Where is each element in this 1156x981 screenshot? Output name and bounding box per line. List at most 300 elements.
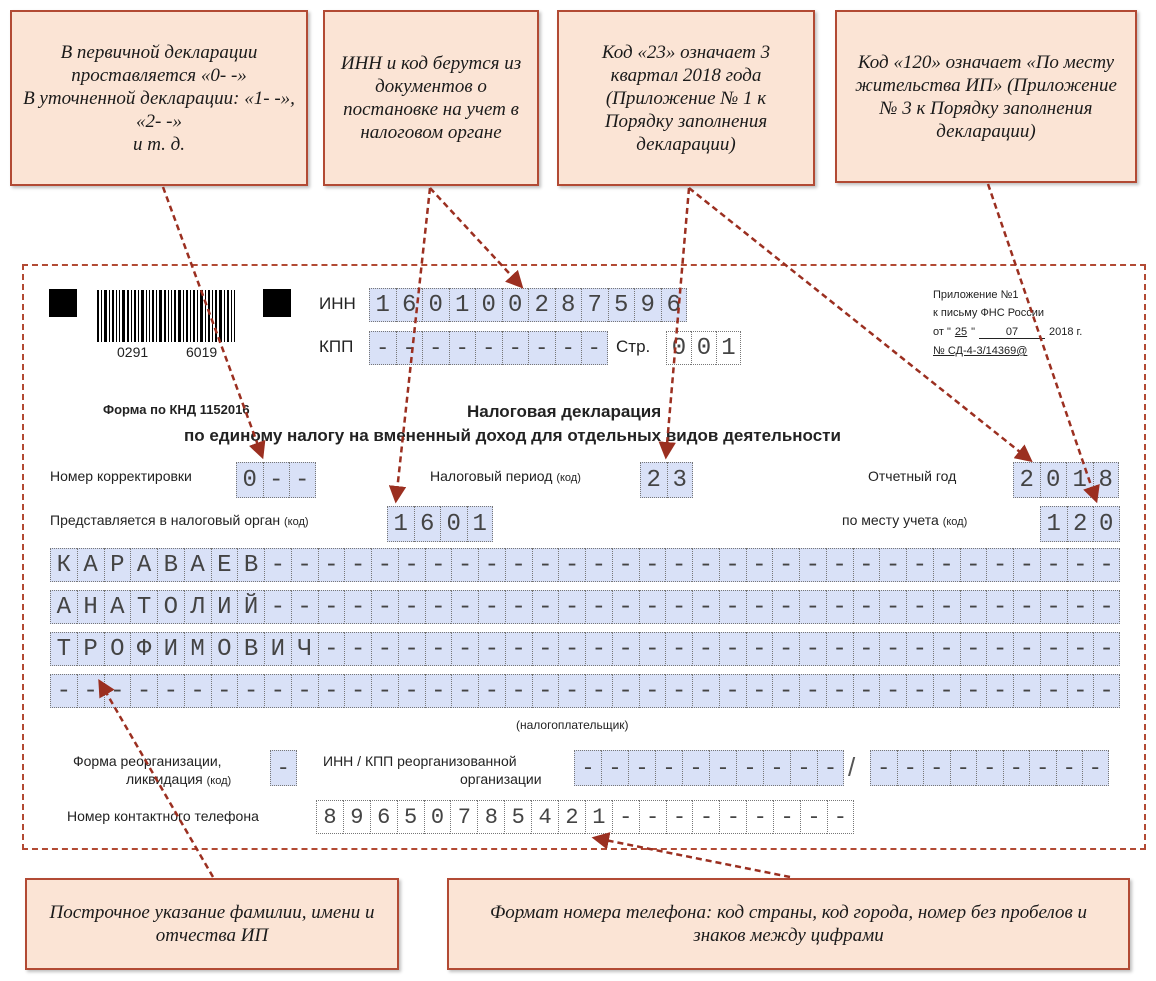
tax-period-label-text: Налоговый период (430, 468, 553, 484)
form-cell: 1 (467, 506, 494, 542)
taxpayer-cell: - (50, 674, 77, 708)
taxpayer-cell: - (612, 548, 639, 582)
taxpayer-cell: - (879, 548, 906, 582)
taxpayer-cell: - (532, 590, 559, 624)
report-year-label: Отчетный год (868, 468, 957, 484)
form-title-line1: Налоговая декларация (467, 402, 662, 421)
place-code-note: (код) (942, 516, 968, 528)
form-cell: 0 (424, 800, 451, 834)
inn-cells[interactable] (369, 288, 687, 322)
kpp-cells[interactable] (369, 331, 608, 365)
form-cell: - (528, 331, 555, 365)
taxpayer-cell: - (960, 548, 987, 582)
taxpayer-cell: И (264, 632, 291, 666)
taxpayer-cell: - (291, 674, 318, 708)
taxpayer-cell: - (398, 590, 425, 624)
taxpayer-cell: О (211, 632, 238, 666)
appendix-date-day: 25 (954, 326, 968, 338)
taxpayer-cell: - (933, 674, 960, 708)
taxpayer-cell: Т (50, 632, 77, 666)
note-fio-lines: Построчное указание фамилии, имени и отчества ИП (25, 878, 399, 970)
taxpayer-cell: - (826, 674, 853, 708)
form-cell: - (502, 331, 529, 365)
taxpayer-cell: - (505, 674, 532, 708)
taxpayer-cell: - (933, 632, 960, 666)
taxpayer-cell: Й (237, 590, 264, 624)
taxpayer-cell: - (451, 590, 478, 624)
taxpayer-line-4[interactable] (50, 674, 1120, 708)
taxpayer-cell: - (344, 590, 371, 624)
taxpayer-cell: А (130, 548, 157, 582)
form-cell: 2 (1067, 506, 1094, 542)
taxpayer-cell: - (505, 590, 532, 624)
taxpayer-cell: - (532, 548, 559, 582)
taxpayer-cell: - (371, 632, 398, 666)
form-cell: 8 (316, 800, 343, 834)
form-cell: 8 (477, 800, 504, 834)
taxpayer-cell: - (933, 548, 960, 582)
taxpayer-cell: - (746, 548, 773, 582)
taxpayer-cell: - (104, 674, 131, 708)
taxpayer-cell: - (692, 590, 719, 624)
form-knd: Форма по КНД 1152016 (103, 402, 250, 417)
taxpayer-cell: - (853, 590, 880, 624)
taxpayer-cell: А (50, 590, 77, 624)
taxpayer-cell: - (612, 674, 639, 708)
taxpayer-cell: - (879, 590, 906, 624)
form-cell: 7 (581, 288, 608, 322)
tax-period-code-note: (код) (556, 472, 581, 484)
form-cell: - (612, 800, 639, 834)
taxpayer-cell: Т (130, 590, 157, 624)
taxpayer-cell: - (719, 548, 746, 582)
form-cell: 0 (1040, 462, 1067, 498)
taxpayer-cell: - (585, 632, 612, 666)
form-cell: - (709, 750, 736, 786)
taxpayer-cell: А (77, 548, 104, 582)
taxpayer-cell: Р (104, 548, 131, 582)
taxpayer-cell: - (665, 674, 692, 708)
taxpayer-cell: - (1067, 548, 1094, 582)
form-cell: - (666, 800, 693, 834)
taxpayer-cell: Ч (291, 632, 318, 666)
inn-label: ИНН (319, 294, 356, 313)
taxpayer-cell: - (371, 548, 398, 582)
form-cell: - (555, 331, 582, 365)
taxpayer-cell: - (772, 632, 799, 666)
appendix-date-year: 2018 г. (1049, 326, 1083, 338)
taxpayer-cell: - (1093, 548, 1120, 582)
form-cell: - (719, 800, 746, 834)
taxpayer-cell: - (960, 590, 987, 624)
form-cell: 5 (397, 800, 424, 834)
form-cell: 0 (422, 288, 449, 322)
form-cell: - (1029, 750, 1056, 786)
taxpayer-cell: - (344, 674, 371, 708)
taxpayer-cell: - (211, 674, 238, 708)
taxpayer-cell: К (50, 548, 77, 582)
taxpayer-cell: - (451, 674, 478, 708)
phone-cells[interactable] (316, 800, 854, 834)
reorg-inn-kpp-label-line2: организации (460, 771, 542, 787)
appendix-line1: Приложение №1 (933, 289, 1019, 301)
taxpayer-cell: - (1013, 674, 1040, 708)
form-cell: 0 (1093, 506, 1120, 542)
taxpayer-cell: - (986, 590, 1013, 624)
form-cell: 6 (414, 506, 441, 542)
form-cell: - (790, 750, 817, 786)
taxpayer-cell: - (558, 674, 585, 708)
taxpayer-cell: - (398, 548, 425, 582)
taxpayer-cell: - (692, 674, 719, 708)
taxpayer-cell: Л (184, 590, 211, 624)
taxpayer-cell: - (1040, 632, 1067, 666)
taxpayer-cell: - (425, 548, 452, 582)
corner-marker-right (263, 289, 291, 317)
form-cell: 0 (440, 506, 467, 542)
taxpayer-cell: - (853, 632, 880, 666)
form-cell: - (950, 750, 977, 786)
taxpayer-cell: - (371, 590, 398, 624)
taxpayer-cell: - (291, 590, 318, 624)
form-cell: 0 (502, 288, 529, 322)
taxpayer-cell: - (772, 590, 799, 624)
taxpayer-cell: - (585, 674, 612, 708)
taxpayer-cell: И (157, 632, 184, 666)
appendix-date-prefix: от " (933, 326, 951, 338)
taxpayer-cell: - (478, 674, 505, 708)
taxpayer-cell: - (772, 548, 799, 582)
form-cell: - (263, 462, 290, 498)
form-cell: 6 (370, 800, 397, 834)
taxpayer-cell: - (639, 548, 666, 582)
taxpayer-cell: - (425, 674, 452, 708)
place-label (842, 512, 967, 528)
taxpayer-cell: Р (77, 632, 104, 666)
taxpayer-cell: В (157, 548, 184, 582)
taxpayer-cell: А (184, 548, 211, 582)
taxpayer-cell: - (826, 590, 853, 624)
taxpayer-cell: - (264, 548, 291, 582)
taxpayer-cell: - (1093, 674, 1120, 708)
form-cell: 0 (666, 331, 691, 365)
note-period-code: Код «23» означает 3 квартал 2018 года (Приложение № 1 к Порядку заполнения декларации) (557, 10, 815, 186)
form-cell: 1 (449, 288, 476, 322)
form-cell: - (1056, 750, 1083, 786)
taxpayer-cell: - (1013, 548, 1040, 582)
taxpayer-line-2[interactable] (50, 590, 1120, 624)
taxpayer-cell: Н (77, 590, 104, 624)
form-cell: - (746, 800, 773, 834)
barcode-number-right: 6019 (186, 344, 218, 360)
form-cell: - (736, 750, 763, 786)
form-cell: - (870, 750, 897, 786)
form-cell: - (289, 462, 316, 498)
taxpayer-cell: - (665, 590, 692, 624)
taxpayer-cell: - (478, 590, 505, 624)
taxpayer-cell: - (1040, 590, 1067, 624)
taxpayer-cell: - (451, 632, 478, 666)
taxpayer-cell: - (1040, 674, 1067, 708)
form-cell: - (581, 331, 608, 365)
taxpayer-cell: - (585, 548, 612, 582)
taxpayer-cell: - (478, 548, 505, 582)
taxpayer-cell: - (746, 632, 773, 666)
taxpayer-cell: - (719, 590, 746, 624)
taxpayer-cell: - (398, 674, 425, 708)
form-cell: 0 (475, 288, 502, 322)
taxpayer-cell: - (665, 548, 692, 582)
page-number-cells[interactable] (666, 331, 741, 365)
taxpayer-cell: - (1067, 674, 1094, 708)
taxpayer-cell: - (746, 590, 773, 624)
form-cell: 5 (504, 800, 531, 834)
taxpayer-cell: - (879, 632, 906, 666)
taxpayer-cell: - (933, 590, 960, 624)
form-cell: - (800, 800, 827, 834)
taxpayer-cell: В (237, 548, 264, 582)
phone-label: Номер контактного телефона (67, 808, 259, 824)
reorg-form-cells[interactable] (270, 750, 297, 786)
form-cell: 1 (716, 331, 741, 365)
form-cell: 0 (691, 331, 716, 365)
form-cell: - (475, 331, 502, 365)
taxpayer-cell: - (719, 632, 746, 666)
taxpayer-cell: - (906, 632, 933, 666)
note-correction-number: В первичной декларации проставляется «0- -» В уточненной декларации: «1- -», «2- -» и т. д. (10, 10, 308, 186)
taxpayer-cell: - (264, 590, 291, 624)
taxpayer-cell: Е (211, 548, 238, 582)
taxpayer-cell: - (746, 674, 773, 708)
reorg-inn-cells[interactable] (574, 750, 844, 786)
form-cell: - (976, 750, 1003, 786)
note-place-code: Код «120» означает «По месту жительства ИП» (Приложение № 3 к Порядку заполнения декларации) (835, 10, 1137, 183)
taxpayer-cell: - (425, 632, 452, 666)
taxpayer-cell: - (772, 674, 799, 708)
taxpayer-cell: - (318, 674, 345, 708)
form-cell: 1 (585, 800, 612, 834)
taxpayer-cell: - (826, 548, 853, 582)
form-cell: 6 (396, 288, 423, 322)
barcode (97, 290, 252, 342)
appendix-date-mid: " (971, 326, 976, 338)
taxpayer-caption: (налогоплательщик) (516, 718, 629, 732)
taxpayer-cell: А (104, 590, 131, 624)
form-cell: - (1003, 750, 1030, 786)
taxpayer-line-1[interactable] (50, 548, 1120, 582)
taxpayer-cell: - (692, 548, 719, 582)
form-cell: - (396, 331, 423, 365)
taxpayer-cell: - (799, 632, 826, 666)
taxpayer-cell: - (692, 632, 719, 666)
page-label: Стр. (616, 337, 651, 356)
correction-number-label: Номер корректировки (50, 468, 192, 484)
form-cell: 9 (634, 288, 661, 322)
taxpayer-cell: - (879, 674, 906, 708)
taxpayer-cell: О (104, 632, 131, 666)
reorg-slash: / (848, 752, 856, 782)
barcode-number-left: 0291 (117, 344, 149, 360)
taxpayer-cell: Ф (130, 632, 157, 666)
form-cell: 9 (343, 800, 370, 834)
taxpayer-cell: - (986, 632, 1013, 666)
form-cell: 1 (1066, 462, 1093, 498)
reorg-form-label-text: ликвидация (126, 771, 203, 787)
form-cell: 2 (640, 462, 667, 498)
taxpayer-cell: - (1067, 590, 1094, 624)
taxpayer-cell: - (1040, 548, 1067, 582)
taxpayer-cell: - (906, 548, 933, 582)
form-cell: - (655, 750, 682, 786)
form-cell: - (628, 750, 655, 786)
form-cell: - (692, 800, 719, 834)
taxpayer-cell: - (799, 674, 826, 708)
taxpayer-cell: - (558, 548, 585, 582)
taxpayer-cell: - (532, 632, 559, 666)
taxpayer-cell: - (986, 674, 1013, 708)
taxpayer-cell: - (505, 548, 532, 582)
taxpayer-cell: - (264, 674, 291, 708)
correction-number-cells[interactable] (236, 462, 316, 498)
taxpayer-cell: - (906, 674, 933, 708)
appendix-date-month: 07 (979, 326, 1045, 339)
form-cell: - (574, 750, 601, 786)
taxpayer-line-3[interactable] (50, 632, 1120, 666)
taxpayer-cell: - (398, 632, 425, 666)
taxpayer-cell: - (157, 674, 184, 708)
taxpayer-cell: - (318, 632, 345, 666)
form-cell: 5 (608, 288, 635, 322)
form-cell: 2 (528, 288, 555, 322)
taxpayer-cell: - (719, 674, 746, 708)
form-cell: 1 (387, 506, 414, 542)
reorg-kpp-cells[interactable] (870, 750, 1109, 786)
form-cell: 6 (661, 288, 688, 322)
form-cell: - (773, 800, 800, 834)
taxpayer-cell: М (184, 632, 211, 666)
taxpayer-cell: - (1013, 590, 1040, 624)
taxpayer-cell: О (157, 590, 184, 624)
form-cell: - (682, 750, 709, 786)
note-inn-source: ИНН и код берутся из документов о постановке на учет в налоговом органе (323, 10, 539, 186)
form-cell: - (270, 750, 297, 786)
taxpayer-cell: - (639, 632, 666, 666)
form-cell: - (449, 331, 476, 365)
kpp-label: КПП (319, 337, 354, 356)
form-cell: - (827, 800, 854, 834)
taxpayer-cell: - (184, 674, 211, 708)
taxpayer-cell: - (665, 632, 692, 666)
taxpayer-cell: - (612, 590, 639, 624)
taxpayer-cell: - (853, 674, 880, 708)
taxpayer-cell: - (639, 674, 666, 708)
form-cell: 8 (1093, 462, 1120, 498)
form-cell: - (763, 750, 790, 786)
taxpayer-cell: - (799, 590, 826, 624)
form-cell: 2 (1013, 462, 1040, 498)
taxpayer-cell: - (318, 590, 345, 624)
form-title-line2: по единому налогу на вмененный доход для отдельных видов деятельности (184, 426, 841, 445)
form-cell: 1 (369, 288, 396, 322)
form-cell: 4 (531, 800, 558, 834)
tax-period-label (430, 468, 581, 484)
taxpayer-cell: - (291, 548, 318, 582)
taxpayer-cell: И (211, 590, 238, 624)
taxpayer-cell: - (344, 548, 371, 582)
appendix-line2: к письму ФНС России (933, 307, 1045, 319)
taxpayer-cell: - (318, 548, 345, 582)
taxpayer-cell: - (986, 548, 1013, 582)
taxpayer-cell: - (1067, 632, 1094, 666)
tax-organ-cells[interactable] (387, 506, 493, 542)
form-cell: 1 (1040, 506, 1067, 542)
form-cell: - (601, 750, 628, 786)
taxpayer-cell: - (1093, 590, 1120, 624)
taxpayer-cell: - (826, 632, 853, 666)
taxpayer-cell: - (960, 674, 987, 708)
taxpayer-cell: - (612, 632, 639, 666)
taxpayer-cell: - (344, 632, 371, 666)
tax-organ-label-text: Представляется в налоговый орган (50, 512, 281, 528)
form-cell: 7 (450, 800, 477, 834)
place-cells[interactable] (1040, 506, 1120, 542)
form-cell: - (923, 750, 950, 786)
note-phone-format: Формат номера телефона: код страны, код города, номер без пробелов и знаков между цифрами (447, 878, 1130, 970)
taxpayer-cell: - (558, 590, 585, 624)
form-cell: - (369, 331, 396, 365)
taxpayer-cell: - (130, 674, 157, 708)
reorg-inn-kpp-label-line1: ИНН / КПП реорганизованной (323, 753, 517, 769)
taxpayer-cell: - (558, 632, 585, 666)
form-cell: 3 (667, 462, 694, 498)
report-year-cells[interactable] (1013, 462, 1119, 498)
taxpayer-cell: - (639, 590, 666, 624)
taxpayer-cell: - (371, 674, 398, 708)
taxpayer-cell: - (1013, 632, 1040, 666)
taxpayer-cell: - (451, 548, 478, 582)
taxpayer-cell: - (853, 548, 880, 582)
form-cell: - (639, 800, 666, 834)
taxpayer-cell: - (505, 632, 532, 666)
reorg-form-label-line1: Форма реорганизации, (73, 753, 222, 769)
taxpayer-cell: - (906, 590, 933, 624)
taxpayer-cell: - (478, 632, 505, 666)
form-cell: 8 (555, 288, 582, 322)
appendix-date (933, 325, 1082, 340)
taxpayer-cell: - (799, 548, 826, 582)
place-label-text: по месту учета (842, 512, 939, 528)
form-cell: 2 (558, 800, 585, 834)
form-cell: - (422, 331, 449, 365)
form-cell: - (897, 750, 924, 786)
form-cell: - (817, 750, 844, 786)
taxpayer-cell: - (532, 674, 559, 708)
reorg-form-label-line2 (126, 771, 231, 787)
taxpayer-cell: - (585, 590, 612, 624)
corner-marker-left (49, 289, 77, 317)
taxpayer-cell: - (425, 590, 452, 624)
taxpayer-cell: В (237, 632, 264, 666)
taxpayer-cell: - (1093, 632, 1120, 666)
reorg-form-code-note: (код) (206, 775, 232, 787)
tax-period-cells[interactable] (640, 462, 693, 498)
appendix-number: № СД-4-3/14369@ (933, 345, 1028, 357)
tax-organ-label (50, 512, 309, 528)
taxpayer-cell: - (237, 674, 264, 708)
form-cell: 0 (236, 462, 263, 498)
taxpayer-cell: - (77, 674, 104, 708)
form-cell: - (1082, 750, 1109, 786)
